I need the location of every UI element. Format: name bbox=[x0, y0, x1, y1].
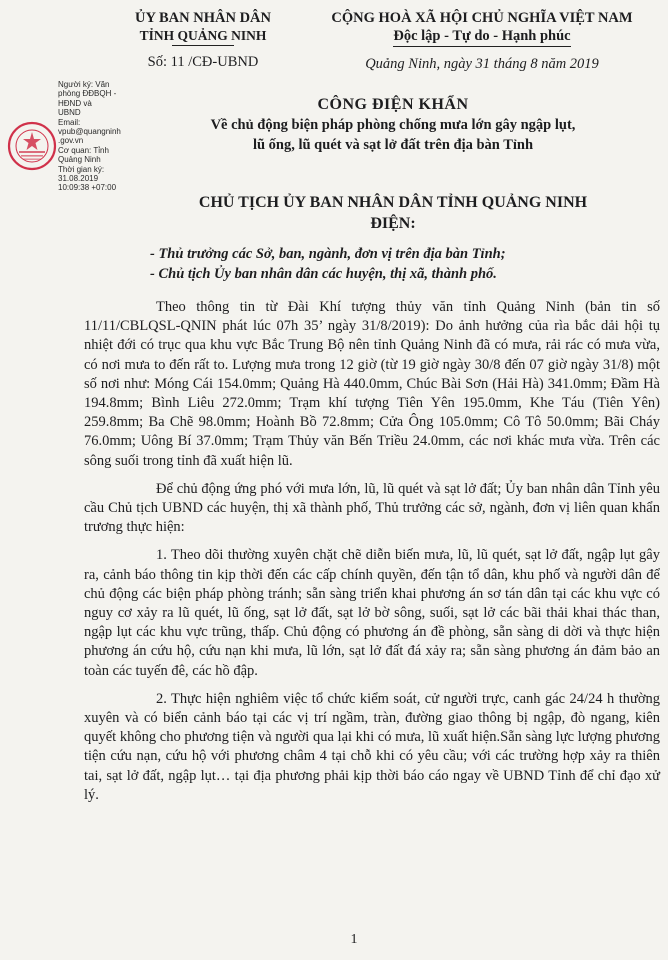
subject-line-1: Về chủ động biện pháp phòng chống mưa lớn gây ngập lụt, bbox=[210, 117, 576, 133]
signature-line: vpub@quangninh bbox=[58, 127, 121, 137]
signature-line: UBND bbox=[58, 108, 81, 118]
body-paragraph: Để chủ động ứng phó với mưa lớn, lũ, lũ quét và sạt lở đất; Ủy ban nhân dân Tỉnh yêu cầu Chủ tịch UBND các huyện, thị xã thành phố, Thủ trưởng các sở, ngành, đơn vị liên quan khẩn trương thực hiện: bbox=[84, 480, 660, 536]
signature-line: phòng ĐĐBQH - bbox=[58, 89, 117, 99]
signature-line: Cơ quan: Tỉnh bbox=[58, 145, 109, 155]
signature-line: Thời gian ký: bbox=[58, 164, 105, 174]
national-motto: Độc lập - Tự do - Hạnh phúc bbox=[393, 28, 570, 47]
official-stamp-seal bbox=[7, 120, 57, 172]
sender-action: ĐIỆN: bbox=[370, 215, 416, 232]
sender-block bbox=[128, 192, 658, 234]
document-type: CÔNG ĐIỆN KHẨN bbox=[317, 96, 469, 113]
signature-line: Người ký: Văn bbox=[58, 80, 110, 89]
province-name: TỈNH QUẢNG NINH bbox=[139, 28, 267, 43]
recipient-item: - Chủ tịch Ủy ban nhân dân các huyện, thị xã, thành phố. bbox=[150, 266, 497, 282]
subject-line-2: lũ ống, lũ quét và sạt lở đất trên địa bàn Tỉnh bbox=[252, 137, 534, 153]
document-title bbox=[128, 96, 658, 154]
signature-line: Email: bbox=[58, 117, 81, 127]
signature-line: 10:09:38 +07:00 bbox=[58, 183, 117, 193]
signature-line: HĐND và bbox=[58, 98, 92, 108]
document-body bbox=[84, 298, 660, 814]
national-header bbox=[304, 10, 660, 73]
agency-underline bbox=[172, 45, 234, 46]
recipient-item: - Thủ trưởng các Sở, ban, ngành, đơn vị trên địa bàn Tỉnh; bbox=[150, 246, 506, 262]
sender-title: CHỦ TỊCH ỦY BAN NHÂN DÂN TỈNH QUẢNG NINH bbox=[198, 194, 588, 211]
signature-line: .gov.vn bbox=[58, 136, 84, 146]
body-paragraph: 2. Thực hiện nghiêm việc tổ chức kiểm soát, cử người trực, canh gác 24/24 h thường xuyên và có biển cảnh báo tại các vị trí ngầm, tràn, đường giao thông bị ngập, đò ngang, kiên quyết không cho phương tiện và người qua lại khi có mưa, lũ xuất hiện.Sẵn sàng lực lượng phương tiện cứu nạn, cứu hộ với phương châm 4 tại chỗ khi có yêu cầu; với các trường hợp xảy ra thiên tai, sạt lở đất, ngập lụt… tại địa phương phải kịp thời báo cáo ngay về UBND Tỉnh để chỉ đạo xử lý. bbox=[84, 690, 660, 803]
national-title: CỘNG HOÀ XÃ HỘI CHỦ NGHĨA VIỆT NAM bbox=[331, 10, 633, 26]
page-number: 1 bbox=[350, 932, 358, 947]
digital-signature-info bbox=[58, 80, 124, 193]
signature-line: Quảng Ninh bbox=[58, 155, 101, 165]
recipient-list bbox=[150, 244, 650, 284]
signature-line: 31.08.2019 bbox=[58, 174, 99, 184]
body-paragraph: Theo thông tin từ Đài Khí tượng thủy văn tỉnh Quảng Ninh (bản tin số 11/11/CBLQSL-QNIN phát lúc 07h 35’ ngày 31/8/2019): Do ảnh hưởng của rìa bắc dải hội tụ nhiệt đới có trục qua khu vực Bắc Trung Bộ nên tỉnh Quảng Ninh đã có mưa, rải rác có mưa vừa, có nơi mưa to đến rất to. Lượng mưa trong 12 giờ (từ 19 giờ ngày 30/8 đến 07 giờ ngày 31/8) một số nơi như: Móng Cái 154.0mm; Quảng Hà 440.0mm, Chúc Bài Sơn (Hải Hà) 341.0mm; Đầm Hà 194.8mm; Bình Liêu 272.0mm; Trạm khí tượng Tiên Yên 195.0mm, Khe Táu (Tiên Yên) 259.8mm; Ba Chẽ 98.0mm; Hoành Bồ 72.8mm; Cửa Ông 105.0mm; Cô Tô 50.0mm; Bãi Cháy 76.0mm; Uông Bí 37.0mm; Trạm Thủy văn Bến Triều 24.0mm, các nơi khác mưa vừa. Trên các sông suối trong tỉnh đã xuất hiện lũ. bbox=[84, 299, 660, 469]
place-date: Quảng Ninh, ngày 31 tháng 8 năm 2019 bbox=[365, 56, 599, 72]
document-number: Số: 11 /CĐ-UBND bbox=[147, 54, 259, 70]
agency-header bbox=[108, 10, 298, 71]
body-paragraph: 1. Theo dõi thường xuyên chặt chẽ diễn biến mưa, lũ, lũ quét, sạt lở đất, ngập lụt gây ra, cảnh báo thông tin kịp thời đến các cấp chính quyền, đến tận tổ dân, khu phố và người dân để chủ động các biện pháp phòng tránh; sẵn sàng triển khai phương án sơ tán dân tại các khu vực có nguy cơ xảy ra lũ quét, lũ ống, sạt lở đất, sạt lở bờ sông, suối, sạt lở các bãi thải khai thác than, ngập lụt các khu vực trũng, thấp. Chủ động có phương án đề phòng, sẵn sàng di dời và thực hiện phương án cứu hộ, cứu nạn khi mưa, lũ lớn, sạt lở đất đá xảy ra; sẵn sàng phương án đảm bảo an toàn các tuyến đê, các hồ đập. bbox=[84, 547, 660, 679]
agency-name: ỦY BAN NHÂN DÂN bbox=[134, 10, 271, 26]
